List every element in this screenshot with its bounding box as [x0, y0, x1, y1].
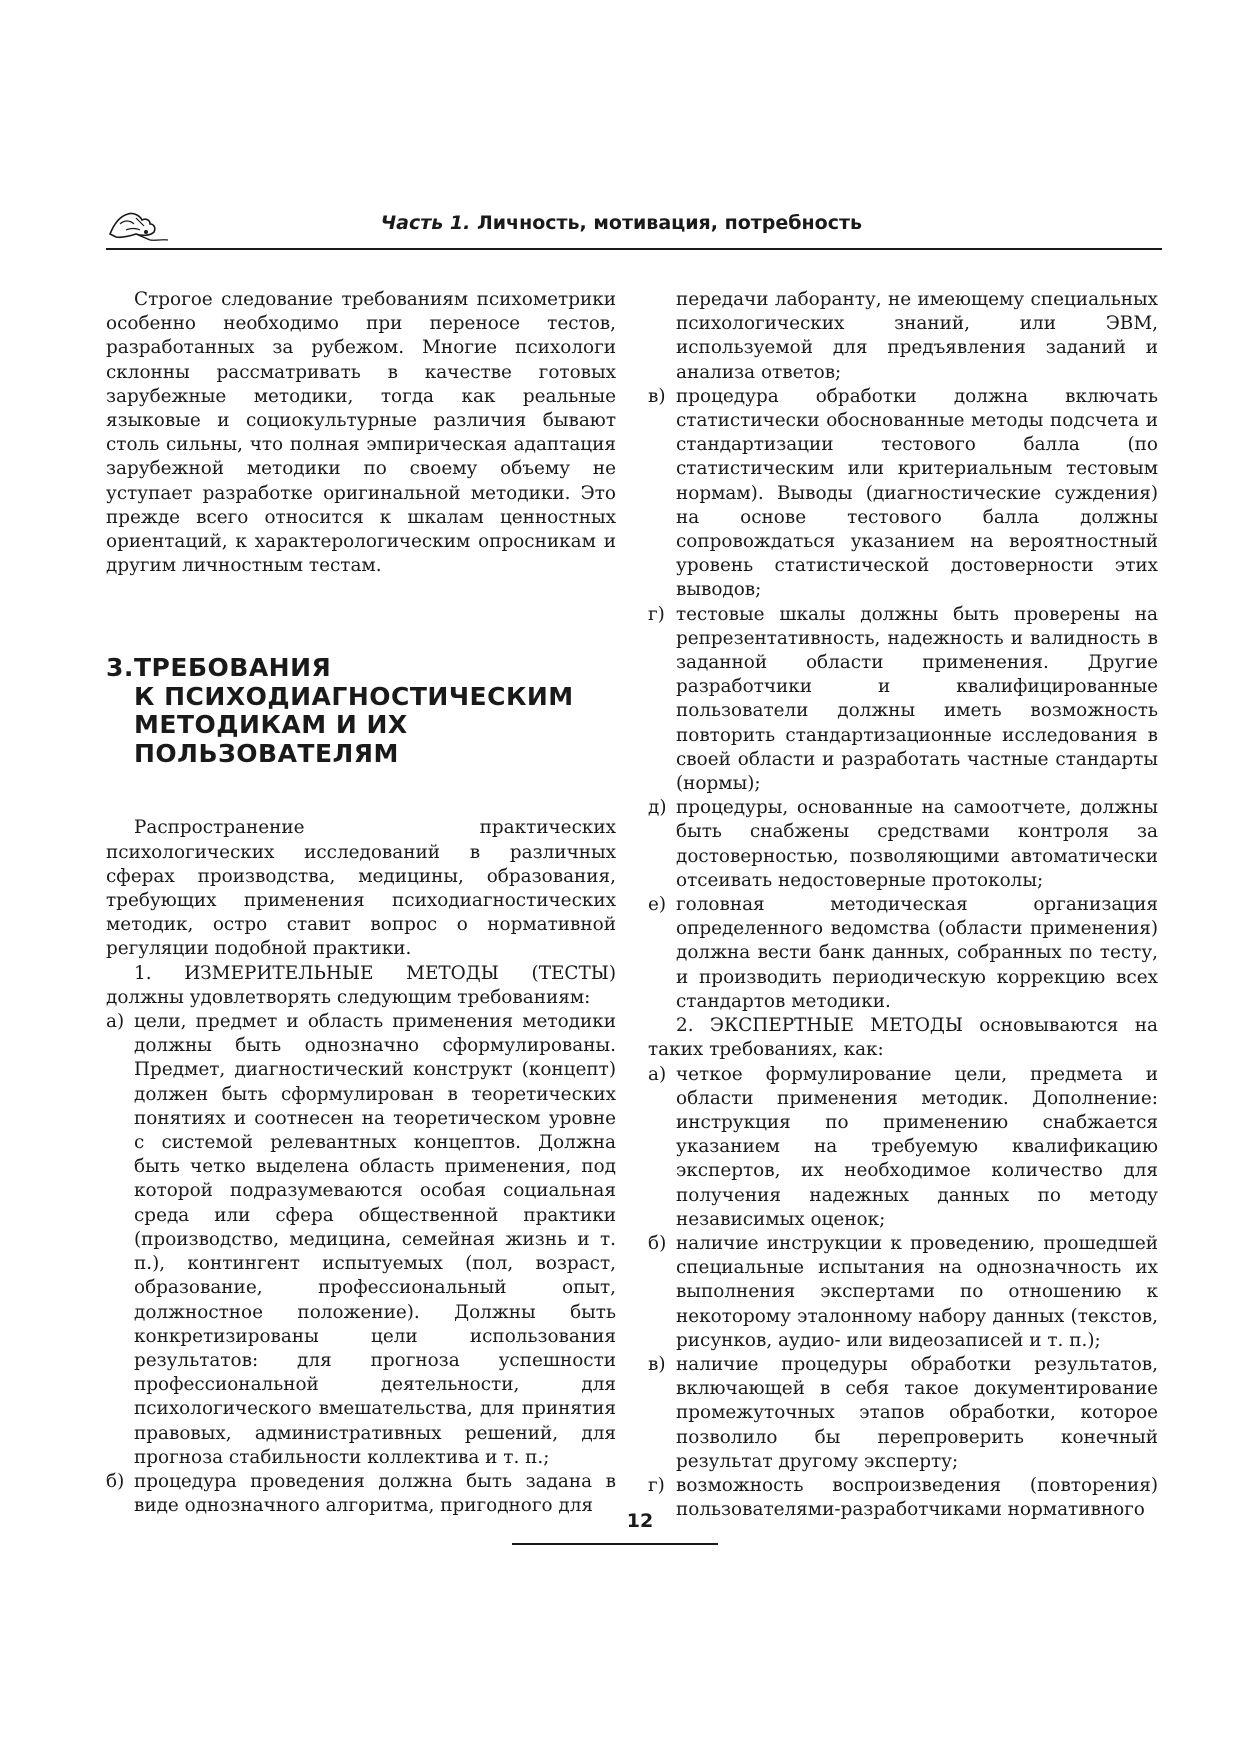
- list-item-text: четкое формулирование цели, предмета и области применения методик. Дополнение: инструкция по применению снабжается указанием на требуемую квалификацию экспертов, их необходимое количество для получения надежных данных по методу независимых оценок;: [676, 1063, 1158, 1230]
- requirements-list: [106, 1010, 616, 1518]
- header-title: [381, 212, 862, 234]
- section-heading-line: К ПСИХОДИАГНОСТИЧЕСКИМ: [134, 681, 574, 711]
- section-heading-line: ТРЕБОВАНИЯ: [134, 653, 332, 683]
- list-item-text: процедуры, основанные на самоотчете, должны быть снабжены средствами контроля за достоверностью, позволяющими автоматически отсеивать недостоверные протоколы;: [676, 797, 1158, 891]
- list-marker: г): [648, 1474, 665, 1496]
- paragraph: Строгое следование требованиям психометрики особенно необходимо при переносе тестов, разработанных за рубежом. Многие психологи склонны рассматривать в качестве готовых зарубежные методики, тогда как реальные языковые и социокультурные различия бывают столь сильны, что полная эмпирическая адаптация зарубежной методики по своему объему не уступает разработке оригинальной методики. Это прежде всего относится к шкалам ценностных ориентаций, к характерологическим опросникам и другим личностным тестам.: [106, 289, 616, 577]
- list-marker: д): [648, 797, 667, 819]
- list-item: [648, 796, 1158, 893]
- list-marker: г): [648, 603, 665, 625]
- paragraph-continuation: передачи лаборанту, не имеющему специальных психологических знаний, или ЭВМ, используемой для предъявления заданий и анализа ответов;: [676, 289, 1158, 383]
- list-item-text: возможность воспроизведения (повторения) пользователями-разработчиками нормативного: [676, 1474, 1158, 1521]
- section-number: 3.: [106, 653, 134, 683]
- list-marker: в): [648, 1353, 666, 1375]
- section-heading: [106, 654, 616, 768]
- paragraph: 2. ЭКСПЕРТНЫЕ МЕТОДЫ основываются на таких требованиях, как:: [648, 1015, 1158, 1061]
- running-header: [106, 200, 1162, 250]
- list-item-text: наличие инструкции к проведению, прошедшей специальные испытания на однозначность их выполнения экспертами по отношению к некоторому эталонному набору данных (текстов, рисунков, аудио- или видеозаписей и т. п.);: [676, 1232, 1158, 1351]
- chapter-title: Личность, мотивация, потребность: [476, 212, 862, 234]
- list-item: [648, 603, 1158, 797]
- list-item: [648, 1232, 1158, 1353]
- list-item-text: наличие процедуры обработки результатов, включающей в себя такое документирование промежуточных этапов обработки, которое позволило бы перепроверить конечный результат другому эксперту;: [676, 1353, 1158, 1472]
- list-marker: в): [648, 385, 666, 407]
- page-number: 12: [626, 1510, 654, 1532]
- list-item: [648, 385, 1158, 603]
- list-item-text: цели, предмет и область применения методики должны быть однозначно сформулированы. Предмет, диагностический конструкт (концепт) должен быть сформулирован в теоретических понятиях и соотнесен на теоретическом уровне с системой релевантных концептов. Должна быть четко выделена область применения, под которой подразумеваются особая социальная среда или сфера общественной практики (производство, медицина, семейная жизнь и т. п.), контингент испытуемых (пол, возраст, образование, профессиональный опыт, должностное положение). Должны быть конкретизированы цели использования результатов: для прогноза успешности профессиональной деятельности, для психологического вмешательства, для принятия правовых, административных решений, для прогноза стабильности коллектива и т. п.;: [134, 1011, 616, 1468]
- list-marker: е): [648, 894, 667, 916]
- list-marker: а): [106, 1011, 125, 1033]
- section-heading-line: ПОЛЬЗОВАТЕЛЯМ: [134, 738, 399, 768]
- requirements-list: [648, 385, 1158, 1014]
- list-item: [106, 1010, 616, 1470]
- list-item-text: процедура обработки должна включать статистически обоснованные методы подсчета и стандартизации тестового балла (по статистическим или критериальным тестовым нормам). Выводы (диагностические суждения) на основе тестового балла должны сопровождаться указанием на вероятностный уровень статистической достоверности этих выводов;: [676, 385, 1158, 601]
- list-item: [648, 1353, 1158, 1474]
- expert-requirements-list: [648, 1063, 1158, 1523]
- list-item: [648, 1474, 1158, 1522]
- paragraph: 1. ИЗМЕРИТЕЛЬНЫЕ МЕТОДЫ (ТЕСТЫ) должны удовлетворять следующим требованиям:: [106, 962, 616, 1008]
- part-label: Часть 1.: [380, 212, 471, 234]
- list-marker: а): [648, 1063, 667, 1085]
- list-marker: б): [648, 1232, 667, 1254]
- list-item: [106, 1470, 616, 1518]
- paragraph: Распространение практических психологических исследований в различных сферах производства, медицины, образования, требующих применения психодиагностических методик, остро ставит вопрос о нормативной регуляции подобной практики.: [106, 817, 616, 960]
- list-item-text: головная методическая организация определенного ведомства (области применения) должна вести банк данных, собранных по тесту, и производить периодическую коррекцию всех стандартов методики.: [676, 894, 1158, 1012]
- hand-writing-icon: [106, 204, 172, 244]
- section-heading-line: МЕТОДИКАМ И ИХ: [134, 710, 408, 740]
- left-column: [106, 288, 616, 1518]
- list-item-text: тестовые шкалы должны быть проверены на репрезентативность, надежность и валидность в заданной области применения. Другие разработчики и квалифицированные пользователи должны иметь возможность повторить стандартизационные исследования в своей области и разработать частные стандарты (нормы);: [676, 603, 1158, 795]
- footer-divider: [512, 1543, 718, 1545]
- list-item: [648, 893, 1158, 1014]
- list-marker: б): [106, 1470, 125, 1492]
- list-item: [648, 1063, 1158, 1232]
- list-item-text: процедура проведения должна быть задана в виде однозначного алгоритма, пригодного для: [134, 1470, 616, 1517]
- right-column: [648, 288, 1158, 1522]
